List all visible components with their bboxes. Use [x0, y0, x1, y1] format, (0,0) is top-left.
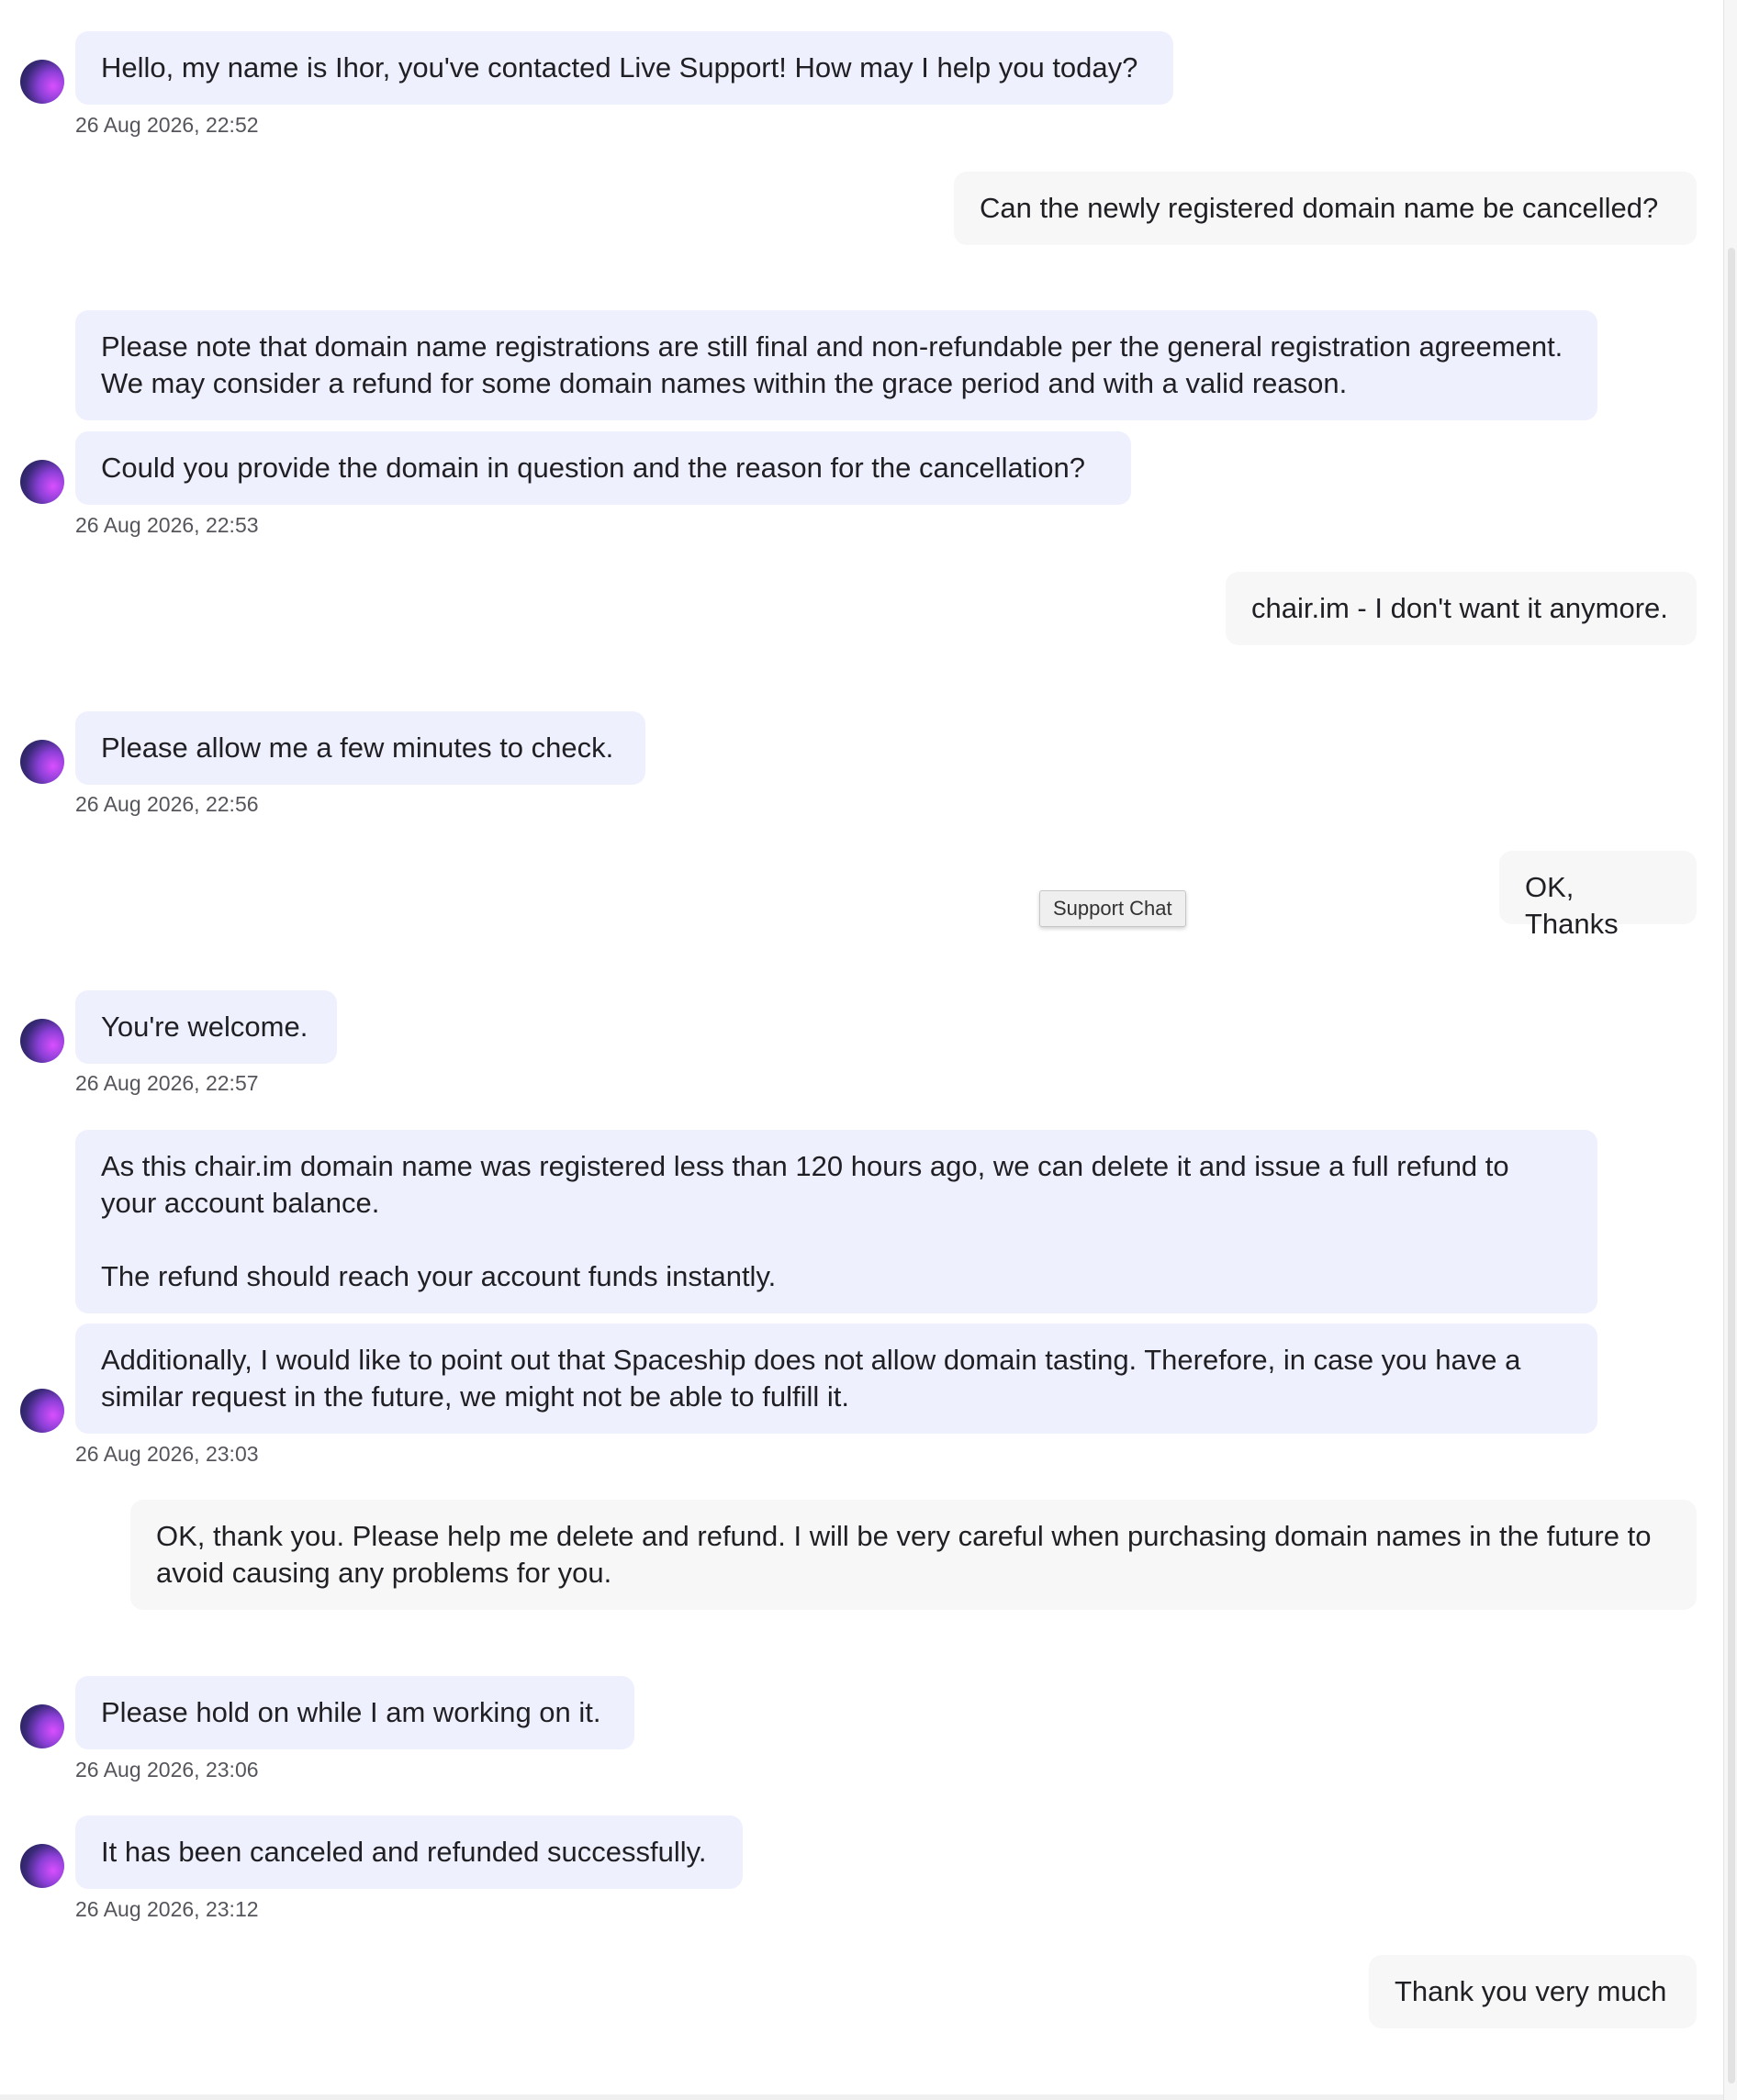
user-bubble: Can the newly registered domain name be cancelled?: [954, 172, 1697, 245]
agent-bubble: You're welcome.: [75, 990, 337, 1064]
agent-bubble: Please hold on while I am working on it.: [75, 1676, 634, 1749]
agent-avatar: [20, 1389, 64, 1433]
message-timestamp: 26 Aug 2026, 22:52: [75, 113, 259, 137]
scrollbar-thumb[interactable]: [1728, 248, 1735, 2083]
agent-bubble: It has been canceled and refunded successfully.: [75, 1815, 743, 1889]
agent-avatar: [20, 1844, 64, 1888]
agent-bubble: As this chair.im domain name was registered less than 120 hours ago, we can delete it and issue a full refund to your account balance. The refund should reach your account funds instantly.: [75, 1130, 1597, 1313]
agent-bubble: Please note that domain name registrations are still final and non-refundable per the general registration agreement. We may consider a refund for some domain names within the grace period and with a valid reason.: [75, 310, 1597, 420]
message-timestamp: 26 Aug 2026, 23:12: [75, 1897, 259, 1921]
agent-avatar: [20, 60, 64, 104]
agent-bubble: Could you provide the domain in question and the reason for the cancellation?: [75, 431, 1131, 505]
user-bubble: Thank you very much: [1369, 1955, 1697, 2028]
agent-bubble: Additionally, I would like to point out that Spaceship does not allow domain tasting. Therefore, in case you have a similar request in the future, we might not be able to fulfill it.: [75, 1324, 1597, 1434]
message-timestamp: 26 Aug 2026, 23:06: [75, 1758, 259, 1782]
agent-avatar: [20, 1704, 64, 1748]
scrollbar-track[interactable]: [1723, 0, 1737, 2100]
agent-avatar: [20, 1019, 64, 1063]
agent-bubble: Hello, my name is Ihor, you've contacted Live Support! How may I help you today?: [75, 31, 1173, 105]
agent-bubble: Please allow me a few minutes to check.: [75, 711, 645, 785]
message-timestamp: 26 Aug 2026, 22:56: [75, 792, 259, 816]
user-bubble: chair.im - I don't want it anymore.: [1226, 572, 1697, 645]
user-bubble: OK, thank you. Please help me delete and refund. I will be very careful when purchasing domain names in the future to avoid causing any problems for you.: [130, 1500, 1697, 1610]
bottom-edge: [0, 2094, 1724, 2100]
user-bubble: OK, Thanks: [1499, 851, 1697, 924]
agent-avatar: [20, 460, 64, 504]
message-timestamp: 26 Aug 2026, 22:57: [75, 1071, 259, 1095]
message-timestamp: 26 Aug 2026, 23:03: [75, 1442, 259, 1466]
support-chat-tooltip: Support Chat: [1039, 890, 1186, 927]
message-timestamp: 26 Aug 2026, 22:53: [75, 513, 259, 537]
agent-avatar: [20, 740, 64, 784]
